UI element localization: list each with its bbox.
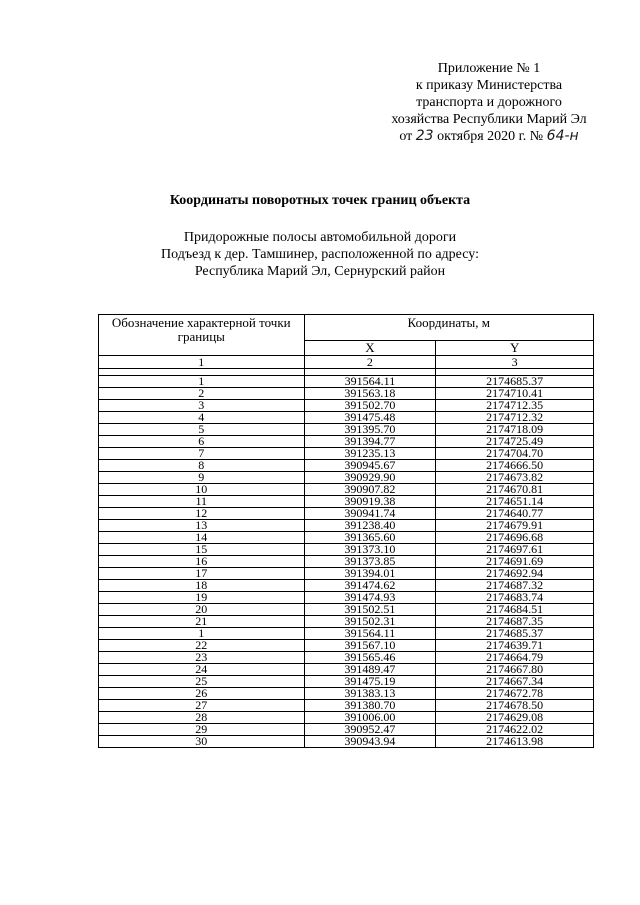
cell-x: 390943.94 <box>304 736 436 748</box>
cell-point: 19 <box>99 592 305 604</box>
date-rest: октября 2020 г. № <box>437 129 544 144</box>
cell-point: 26 <box>99 688 305 700</box>
cell-point: 1 <box>99 376 305 388</box>
cell-point: 28 <box>99 712 305 724</box>
cell-point: 27 <box>99 700 305 712</box>
cell-point: 12 <box>99 508 305 520</box>
cell-y: 2174725.49 <box>436 436 594 448</box>
header-coordinates: Координаты, м <box>304 315 593 341</box>
cell-y: 2174718.09 <box>436 424 594 436</box>
cell-x: 391564.11 <box>304 376 436 388</box>
cell-y: 2174687.32 <box>436 580 594 592</box>
cell-x: 391006.00 <box>304 712 436 724</box>
header-x: X <box>304 341 436 356</box>
cell-x: 391475.19 <box>304 676 436 688</box>
cell-point: 23 <box>99 652 305 664</box>
cell-x: 391395.70 <box>304 424 436 436</box>
cell-x: 391238.40 <box>304 520 436 532</box>
document-subtitle <box>0 229 640 280</box>
column-number-2: 2 <box>304 356 436 369</box>
cell-x: 391502.70 <box>304 400 436 412</box>
cell-point: 14 <box>99 532 305 544</box>
cell-point: 1 <box>99 628 305 640</box>
cell-x: 390952.47 <box>304 724 436 736</box>
cell-x: 391563.18 <box>304 388 436 400</box>
cell-point: 24 <box>99 664 305 676</box>
annex-line-2: к приказу Министерства <box>415 78 563 93</box>
order-number-handwritten: 64-н <box>546 128 579 144</box>
cell-point: 22 <box>99 640 305 652</box>
cell-y: 2174613.98 <box>436 736 594 748</box>
date-prefix: от <box>399 129 413 144</box>
cell-y: 2174704.70 <box>436 448 594 460</box>
subtitle-line-1: Придорожные полосы автомобильной дороги <box>183 230 457 245</box>
cell-y: 2174673.82 <box>436 472 594 484</box>
cell-y: 2174640.77 <box>436 508 594 520</box>
cell-point: 25 <box>99 676 305 688</box>
cell-x: 391383.13 <box>304 688 436 700</box>
cell-x: 391475.48 <box>304 412 436 424</box>
cell-y: 2174629.08 <box>436 712 594 724</box>
cell-y: 2174664.79 <box>436 652 594 664</box>
cell-point: 2 <box>99 388 305 400</box>
cell-point: 4 <box>99 412 305 424</box>
cell-x: 391474.93 <box>304 592 436 604</box>
cell-y: 2174712.32 <box>436 412 594 424</box>
cell-x: 391235.13 <box>304 448 436 460</box>
table-row <box>99 736 594 748</box>
cell-point: 30 <box>99 736 305 748</box>
cell-x: 390929.90 <box>304 472 436 484</box>
cell-point: 17 <box>99 568 305 580</box>
subtitle-line-2: Подъезд к дер. Тамшинер, расположенной по адресу: <box>161 247 479 262</box>
cell-x: 391565.46 <box>304 652 436 664</box>
cell-x: 391502.31 <box>304 616 436 628</box>
annex-block <box>384 60 594 145</box>
header-y: Y <box>436 341 594 356</box>
cell-point: 15 <box>99 544 305 556</box>
cell-x: 391474.62 <box>304 580 436 592</box>
cell-x: 391365.60 <box>304 532 436 544</box>
cell-x: 391567.10 <box>304 640 436 652</box>
document-title: Координаты поворотных точек границ объекта <box>169 193 471 208</box>
cell-x: 391564.11 <box>304 628 436 640</box>
cell-y: 2174685.37 <box>436 376 594 388</box>
cell-y: 2174672.78 <box>436 688 594 700</box>
cell-point: 21 <box>99 616 305 628</box>
coordinates-table <box>98 314 594 748</box>
column-number-1: 1 <box>99 356 305 369</box>
cell-x: 390907.82 <box>304 484 436 496</box>
cell-point: 29 <box>99 724 305 736</box>
subtitle-line-3: Республика Марий Эл, Сернурский район <box>194 264 446 279</box>
cell-y: 2174651.14 <box>436 496 594 508</box>
cell-x: 391373.85 <box>304 556 436 568</box>
cell-point: 11 <box>99 496 305 508</box>
date-day-handwritten: 23 <box>415 128 434 144</box>
annex-line-4: хозяйства Республики Марий Эл <box>391 112 587 127</box>
cell-point: 8 <box>99 460 305 472</box>
cell-point: 9 <box>99 472 305 484</box>
cell-x: 391380.70 <box>304 700 436 712</box>
cell-y: 2174678.50 <box>436 700 594 712</box>
annex-line-3: транспорта и дорожного <box>416 95 562 110</box>
cell-y: 2174666.50 <box>436 460 594 472</box>
cell-x: 391394.77 <box>304 436 436 448</box>
annex-date-line <box>384 128 594 145</box>
cell-x: 390919.38 <box>304 496 436 508</box>
cell-y: 2174639.71 <box>436 640 594 652</box>
cell-y: 2174691.69 <box>436 556 594 568</box>
cell-point: 13 <box>99 520 305 532</box>
cell-point: 5 <box>99 424 305 436</box>
cell-point: 3 <box>99 400 305 412</box>
cell-x: 391489.47 <box>304 664 436 676</box>
cell-point: 10 <box>99 484 305 496</box>
cell-point: 18 <box>99 580 305 592</box>
cell-y: 2174679.91 <box>436 520 594 532</box>
cell-y: 2174670.81 <box>436 484 594 496</box>
annex-line-1: Приложение № 1 <box>437 61 541 76</box>
cell-y: 2174692.94 <box>436 568 594 580</box>
cell-point: 6 <box>99 436 305 448</box>
cell-point: 7 <box>99 448 305 460</box>
cell-y: 2174697.61 <box>436 544 594 556</box>
cell-x: 391373.10 <box>304 544 436 556</box>
cell-y: 2174622.02 <box>436 724 594 736</box>
cell-y: 2174685.37 <box>436 628 594 640</box>
cell-y: 2174712.35 <box>436 400 594 412</box>
cell-x: 390945.67 <box>304 460 436 472</box>
column-number-3: 3 <box>436 356 594 369</box>
cell-y: 2174683.74 <box>436 592 594 604</box>
cell-x: 390941.74 <box>304 508 436 520</box>
cell-y: 2174684.51 <box>436 604 594 616</box>
cell-x: 391502.51 <box>304 604 436 616</box>
header-point: Обозначение характерной точки границы <box>99 315 305 356</box>
cell-y: 2174667.34 <box>436 676 594 688</box>
cell-point: 20 <box>99 604 305 616</box>
cell-y: 2174696.68 <box>436 532 594 544</box>
cell-x: 391394.01 <box>304 568 436 580</box>
cell-y: 2174687.35 <box>436 616 594 628</box>
table-body <box>99 376 594 748</box>
cell-point: 16 <box>99 556 305 568</box>
cell-y: 2174710.41 <box>436 388 594 400</box>
cell-y: 2174667.80 <box>436 664 594 676</box>
